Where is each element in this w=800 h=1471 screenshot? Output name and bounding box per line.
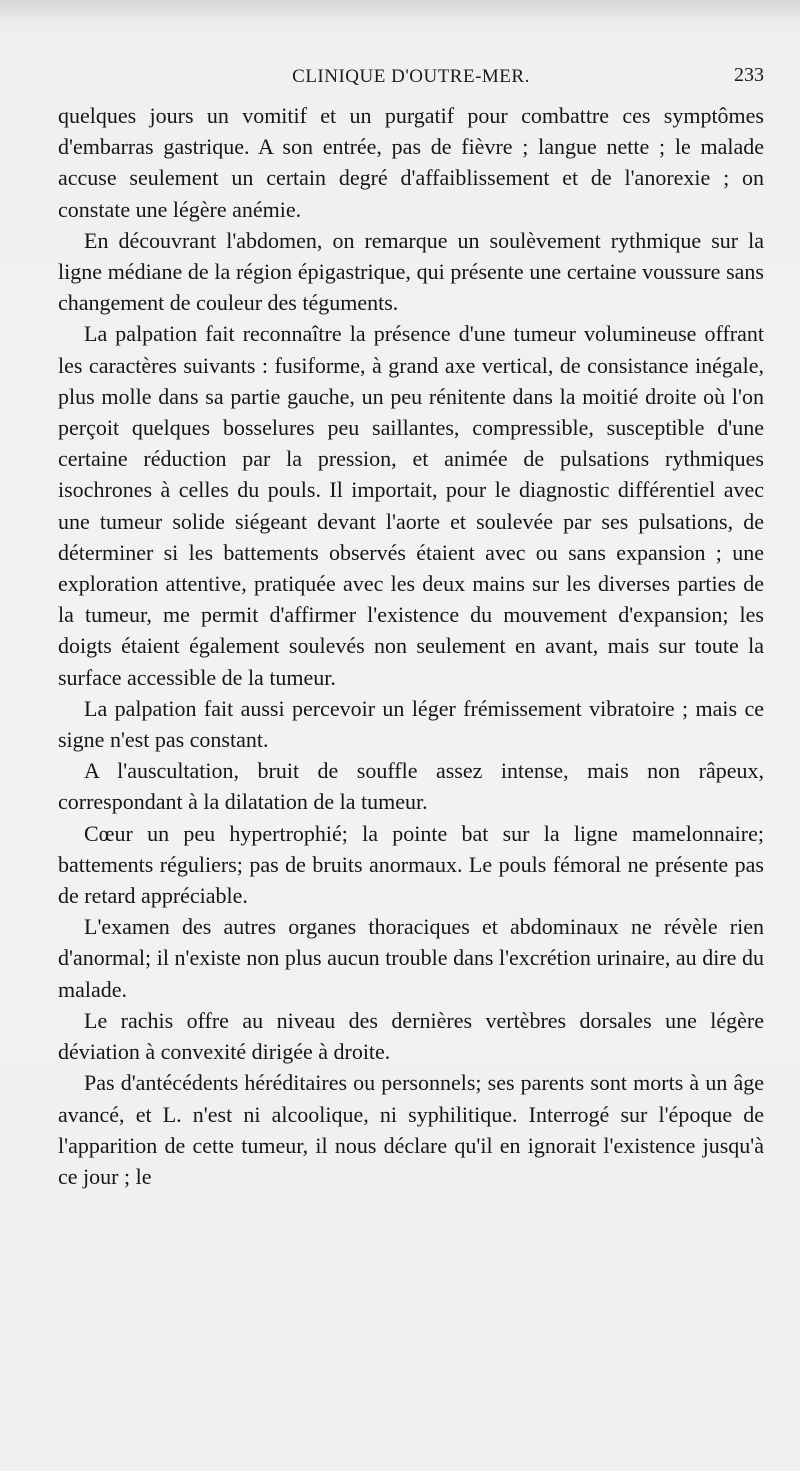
page-header	[58, 62, 764, 92]
body-text	[58, 100, 764, 1192]
running-title: CLINIQUE D'OUTRE-MER.	[292, 66, 530, 87]
paragraph: En découvrant l'abdomen, on remarque un soulèvement rythmique sur la ligne médiane de la région épigastrique, qui présente une certaine voussure sans changement de couleur des téguments.	[58, 227, 764, 316]
paragraph: Le rachis offre au niveau des dernières vertèbres dorsales une légère déviation à convexité dirigée à droite.	[58, 1007, 764, 1065]
paragraph: L'examen des autres organes thoraciques et abdominaux ne révèle rien d'anormal; il n'existe non plus aucun trouble dans l'excrétion urinaire, au dire du malade.	[58, 914, 764, 1002]
scan-shadow	[0, 0, 800, 22]
paragraph: La palpation fait aussi percevoir un léger frémissement vibratoire ; mais ce signe n'est pas constant.	[58, 695, 764, 753]
paragraph: Pas d'antécédents héréditaires ou personnels; ses parents sont morts à un âge avancé, et L. n'est ni alcoolique, ni syphilitique. Interrogé sur l'époque de l'apparition de cette tumeur, il nous déclare qu'il en ignorait l'existence jusqu'à ce jour ; le	[58, 1070, 764, 1189]
paragraph: quelques jours un vomitif et un purgatif pour combattre ces symptômes d'embarras gastrique. A son entrée, pas de fièvre ; langue nette ; le malade accuse seulement un certain degré d'affaiblissement et de l'anorexie ; on constate une légère anémie.	[58, 103, 764, 222]
page-number: 233	[734, 64, 764, 86]
paragraph: Cœur un peu hypertrophié; la pointe bat sur la ligne mamelonnaire; battements réguliers; pas de bruits anormaux. Le pouls fémoral ne présente pas de retard appréciable.	[58, 820, 764, 909]
paragraph: La palpation fait reconnaître la présence d'une tumeur volumineuse offrant les caractères suivants : fusiforme, à grand axe vertical, de consistance inégale, plus molle dans sa partie gauche, un peu rénitente dans la moitié droite où l'on perçoit quelques bosselures peu saillantes, compressible, susceptible d'une certaine réduction par la pression, et animée de pulsations rythmiques isochrones à celles du pouls. Il importait, pour le diagnostic différentiel avec une tumeur solide siégeant devant l'aorte et soulevée par ses pulsations, de déterminer si les battements observés étaient avec ou sans expansion ; une exploration attentive, pratiquée avec les deux mains sur les diverses parties de la tumeur, me permit d'affirmer l'existence du mouvement d'expansion; les doigts étaient également soulevés non seulement en avant, mais sur toute la surface accessible de la tumeur.	[58, 321, 764, 690]
paragraph: A l'auscultation, bruit de souffle assez intense, mais non râpeux, correspondant à la dilatation de la tumeur.	[58, 758, 764, 815]
